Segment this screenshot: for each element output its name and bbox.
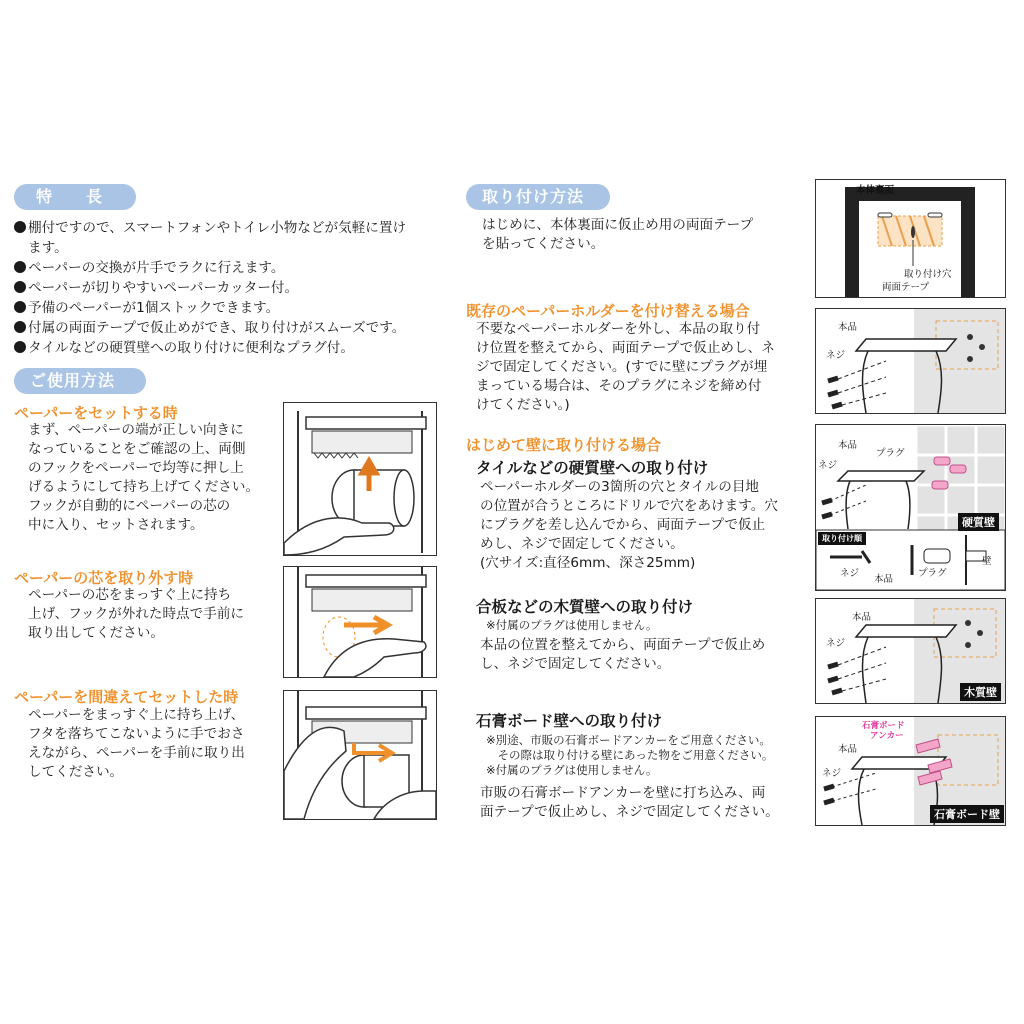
back-title: 本体裏面	[856, 185, 895, 196]
diagram-replace	[815, 308, 1006, 414]
diagram-hard-wall	[815, 424, 1006, 591]
hard-inset-wall: 壁	[982, 556, 992, 567]
back-tape-label: 両面テープ	[882, 282, 930, 293]
gypsum-screw-label: ネジ	[822, 768, 842, 779]
diagram-gypsum-wall	[815, 716, 1006, 826]
feature-item: ペーパーの交換が片手でラクに行えます。	[14, 258, 454, 278]
illustration-wrong-set	[283, 690, 437, 820]
hard-inset-screw: ネジ	[840, 568, 860, 579]
hard-plug-label: プラグ	[876, 448, 905, 459]
illustration-remove-core	[283, 566, 437, 678]
bullet-icon	[14, 301, 26, 313]
features-heading: 特長	[14, 184, 136, 210]
feature-item: 付属の両面テープで仮止めができ、取り付けがスムーズです。	[14, 318, 454, 338]
wood-product-label: 本品	[852, 612, 872, 623]
feature-item: 棚付ですので、スマートフォンやトイレ小物などが気軽に置け	[14, 218, 454, 238]
install-gypsum-body: 市販の石膏ボードアンカーを壁に打ち込み、両 面テープで仮止めし、ネジで固定してください。	[480, 785, 779, 820]
back-hole-label: 取り付け穴	[904, 269, 952, 280]
usage-body-wrong: ペーパーをまっすぐ上に持ち上げ、 フタを落ちてこないように手でおさ えながら、ペーパーを手前に取り出 してください。	[28, 707, 245, 780]
hard-screw-label: ネジ	[818, 460, 838, 471]
hard-inset-plug: プラグ	[918, 568, 947, 579]
replace-screw-label: ネジ	[826, 350, 846, 361]
install-gypsum-title: 石膏ボード壁への取り付け	[476, 712, 663, 730]
install-replace-body: 不要なペーパーホルダーを外し、本品の取り付 け位置を整えてから、両面テープで仮止めし、ネ ジで固定してください。(すでに壁にプラグが埋 まっている場合は、そのプラグにネジを締め付 けてください。)	[476, 321, 775, 413]
install-intro: はじめに、本体裏面に仮止め用の両面テープ を貼ってください。	[482, 217, 754, 252]
diagram-wood-wall	[815, 598, 1006, 704]
usage-heading: ご使用方法	[14, 368, 146, 394]
install-replace-title: 既存のペーパーホルダーを付け替える場合	[466, 302, 750, 320]
gypsum-product-label: 本品	[838, 744, 858, 755]
install-heading: 取り付け方法	[466, 184, 610, 210]
hard-wall-tag: 硬質壁	[958, 513, 999, 531]
install-gypsum-note: ※別途、市販の石膏ボードアンカーをご用意ください。 その際は取り付ける壁にあった物をご用意ください。 ※付属のプラグは使用しません。	[486, 733, 774, 777]
usage-title-set: ペーパーをセットする時	[14, 404, 178, 422]
install-wood-note: ※付属のプラグは使用しません。	[486, 618, 658, 632]
gypsum-wall-tag: 石膏ボード壁	[930, 805, 1004, 823]
feature-item-cont: ます。	[28, 240, 68, 256]
hard-product-label: 本品	[838, 440, 858, 451]
feature-item: ペーパーが切りやすいペーパーカッター付。	[14, 278, 454, 298]
feature-item: 予備のペーパーが1個ストックできます。	[14, 298, 454, 318]
feature-item: タイルなどの硬質壁への取り付けに便利なプラグ付。	[14, 338, 454, 358]
install-wood-body: 本品の位置を整えてから、両面テープで仮止め し、ネジで固定してください。	[480, 637, 766, 672]
install-hard-title: タイルなどの硬質壁への取り付け	[476, 459, 709, 477]
usage-body-remove: ペーパーの芯をまっすぐ上に持ち 上げ、フックが外れた時点で手前に 取り出してください。	[28, 587, 245, 641]
bullet-icon	[14, 341, 26, 353]
illustration-set-paper	[283, 402, 437, 556]
usage-title-wrong: ペーパーを間違えてセットした時	[14, 688, 239, 706]
install-first-title: はじめて壁に取り付ける場合	[466, 436, 662, 454]
bullet-icon	[14, 261, 26, 273]
gypsum-anchor-label-1: 石膏ボード	[862, 721, 905, 731]
hard-inset-product: 本品	[874, 574, 894, 585]
replace-product-label: 本品	[838, 322, 858, 333]
bullet-icon	[14, 221, 26, 233]
usage-body-set: まず、ペーパーの端が正しい向きに なっていることをご確認の上、両側 のフックをペーパーで均等に押し上 げるようにして持ち上げてください。 フックが自動的にペーパーの芯の 中に入り、セットされます。	[28, 422, 260, 533]
wood-wall-tag: 木質壁	[960, 683, 1001, 701]
wood-screw-label: ネジ	[826, 638, 846, 649]
diagram-back	[815, 179, 1006, 298]
bullet-icon	[14, 281, 26, 293]
hard-inset-title: 取り付け順	[818, 532, 866, 545]
install-hard-body: ペーパーホルダーの3箇所の穴とタイルの目地 の位置が合うところにドリルで穴をあけます。穴 にプラグを差し込んでから、両面テープで仮止 めし、ネジで固定してください。 (穴サイズ:直径6mm、深さ25mm)	[480, 479, 778, 571]
install-wood-title: 合板などの木質壁への取り付け	[476, 598, 694, 616]
gypsum-anchor-label-2: アンカー	[870, 731, 904, 741]
bullet-icon	[14, 321, 26, 333]
usage-title-remove: ペーパーの芯を取り外す時	[14, 569, 194, 587]
